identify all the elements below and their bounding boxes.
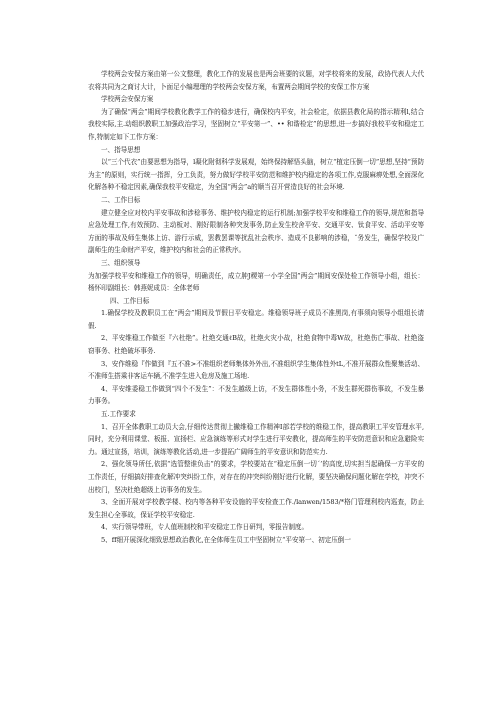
list-item-goal-2: 2、平安维稳工作做至『六杜绝”。杜绝交通ℓB故，杜绝火灾小故，杜绝食物中毒W故，杜绝伤亡事故、杜绝盗窃事务、杜绝破坏事务. xyxy=(88,334,424,356)
section-heading-3: 三、组织领导 xyxy=(101,258,141,267)
list-item-req-4: 4、实行领导带班，专人值班制校和平安稳定工作日研判，零报告制度。 xyxy=(101,523,309,532)
section-heading-1: 一、指导思想 xyxy=(101,145,141,154)
list-item-req-5: 5、ff细开展深化细致思想政治教化,在全体师生员工中坚固树立“平安第一、初定压倒一 xyxy=(101,535,351,544)
paragraph-intro: 学校两会安保方案由第一公文整理，教化工作的发展也是两会班要的议题，对学校将来的发展，政协代表人大代衣将共同为之商讨大计，卜面足小编理理的学校两会安保方案，布置两会期间学校的安保工作方案 xyxy=(88,70,424,91)
section-heading-2: 二、工作目标 xyxy=(101,195,141,204)
list-item-req-3: 3、全面开展对学校教学楼、校内等各种平安设施的平安检查工作./lanwen/1583/*格门管理利校内巡查，防止发生担心全事故，保证学校平安稳定. xyxy=(88,498,424,519)
section-heading-5: 五.工作要求 xyxy=(101,410,136,419)
paragraph-preface: 为了确保“两会”期间学校教化教学工作的稳步进行，确保校内平安，社会检定，依据县教化局的指示精利l,结合我校实际,主.动组织教职工加强政治学习，坚固树立“平安第一”、•• 和谐检定”的思想,进一步搞好我校平安和稳定工作,特制定如下工作方案： xyxy=(88,107,424,141)
paragraph-leadership: 为加强学校平安和维稳工作的领导，明确责任，成立肿J稷第一小学全国”两会”期间安保处检工作领导小组，组长：杨怀印副组长：韩燕妮成员：全体老师 xyxy=(88,271,424,293)
list-item-req-2: 2、强化领导所任,依据“选管整谁负击”的要求，学校要站在“稳定压倒一切ˊ’的高度,切实担当起确保一方平安的工作责任，仔细搞好排查化解冲突纠纷工作，对存在的冲突纠纷刚好进行化解，要坚决确保问题化解在学校，冲突不出校门，坚决杜绝超级上访事务的发生。 xyxy=(88,460,424,494)
list-item-goal-4: 4、平安维委稳工作做到“四个不发生”：不发生越级上访，不发生群体性小务，不发生群死群伤事故，不发生暴力事务。 xyxy=(88,384,424,406)
document-body xyxy=(88,68,424,547)
list-item-goal-3: 3、安作维稳『作做到『五不准>不准组织老师集体外外出,不准组织学生集体性外tL,不准开展群众性聚集活动、不准师生搭乘非客运车辆,不准学生进入危房及施工场地. xyxy=(88,359,424,381)
section-heading-4: 四、工作目标 xyxy=(110,296,150,305)
list-item-req-1: 1、召开全体教职工动员大会,仔细传达贯彻上撇维稳工作精神I部若学校的维稳工作，提高教职工平安管理水平,同时，充分利用课堂、板报、宣扬栏、应急演练等形式对学生进行平安教化，提高师生的平安防范意识和应急避险实力。通过宣扬，培训，演练等教化活动,进一步提拓广阔师生的平安意识和防范实力. xyxy=(88,422,424,456)
document-title: 学校两会安保方案 xyxy=(101,95,154,104)
paragraph-guiding: 以“三个代衣”由要思想为指导，l凝化附彻科学发展观，始终保持解悟头脑，树立“植定压倒一切”思想,坚持“预防为主”的原则，实行统一指挥，分工负责，努力做好学校平安防范和维护校内稳定的各项工作,克服麻痹处想,全面深化化解各种不稳定因素,确保我校平安稳定，为全国“两会”a的顺当召开营造良好的社会环境. xyxy=(88,158,424,192)
list-item-goal-1: 1.确保学校及教职员工在“两会”期间及节假日平安稳定。维稳领导班子成员不准黑岗,有事须向领导小组组长请假. xyxy=(88,309,424,330)
paragraph-goals: 建立健全应对校内平安事故和涉稔事务、维护校内稳定的运行机制;加强学校平安和维稳工作的领导,规范和指导应急处理工作,有效预防、主动板对、刚好限制各种突发事务,防止发生校舍平安、交通平安、钛食平安、活动平安等方面的事故及师生集体上访、游行示威，罢教罢课等扰乱社会秩序、造成不良影响的涉稳，ˇ务发生，确保学校及广副师生的生命财产平安，维护校内和社会的正常秩序。 xyxy=(88,208,424,255)
